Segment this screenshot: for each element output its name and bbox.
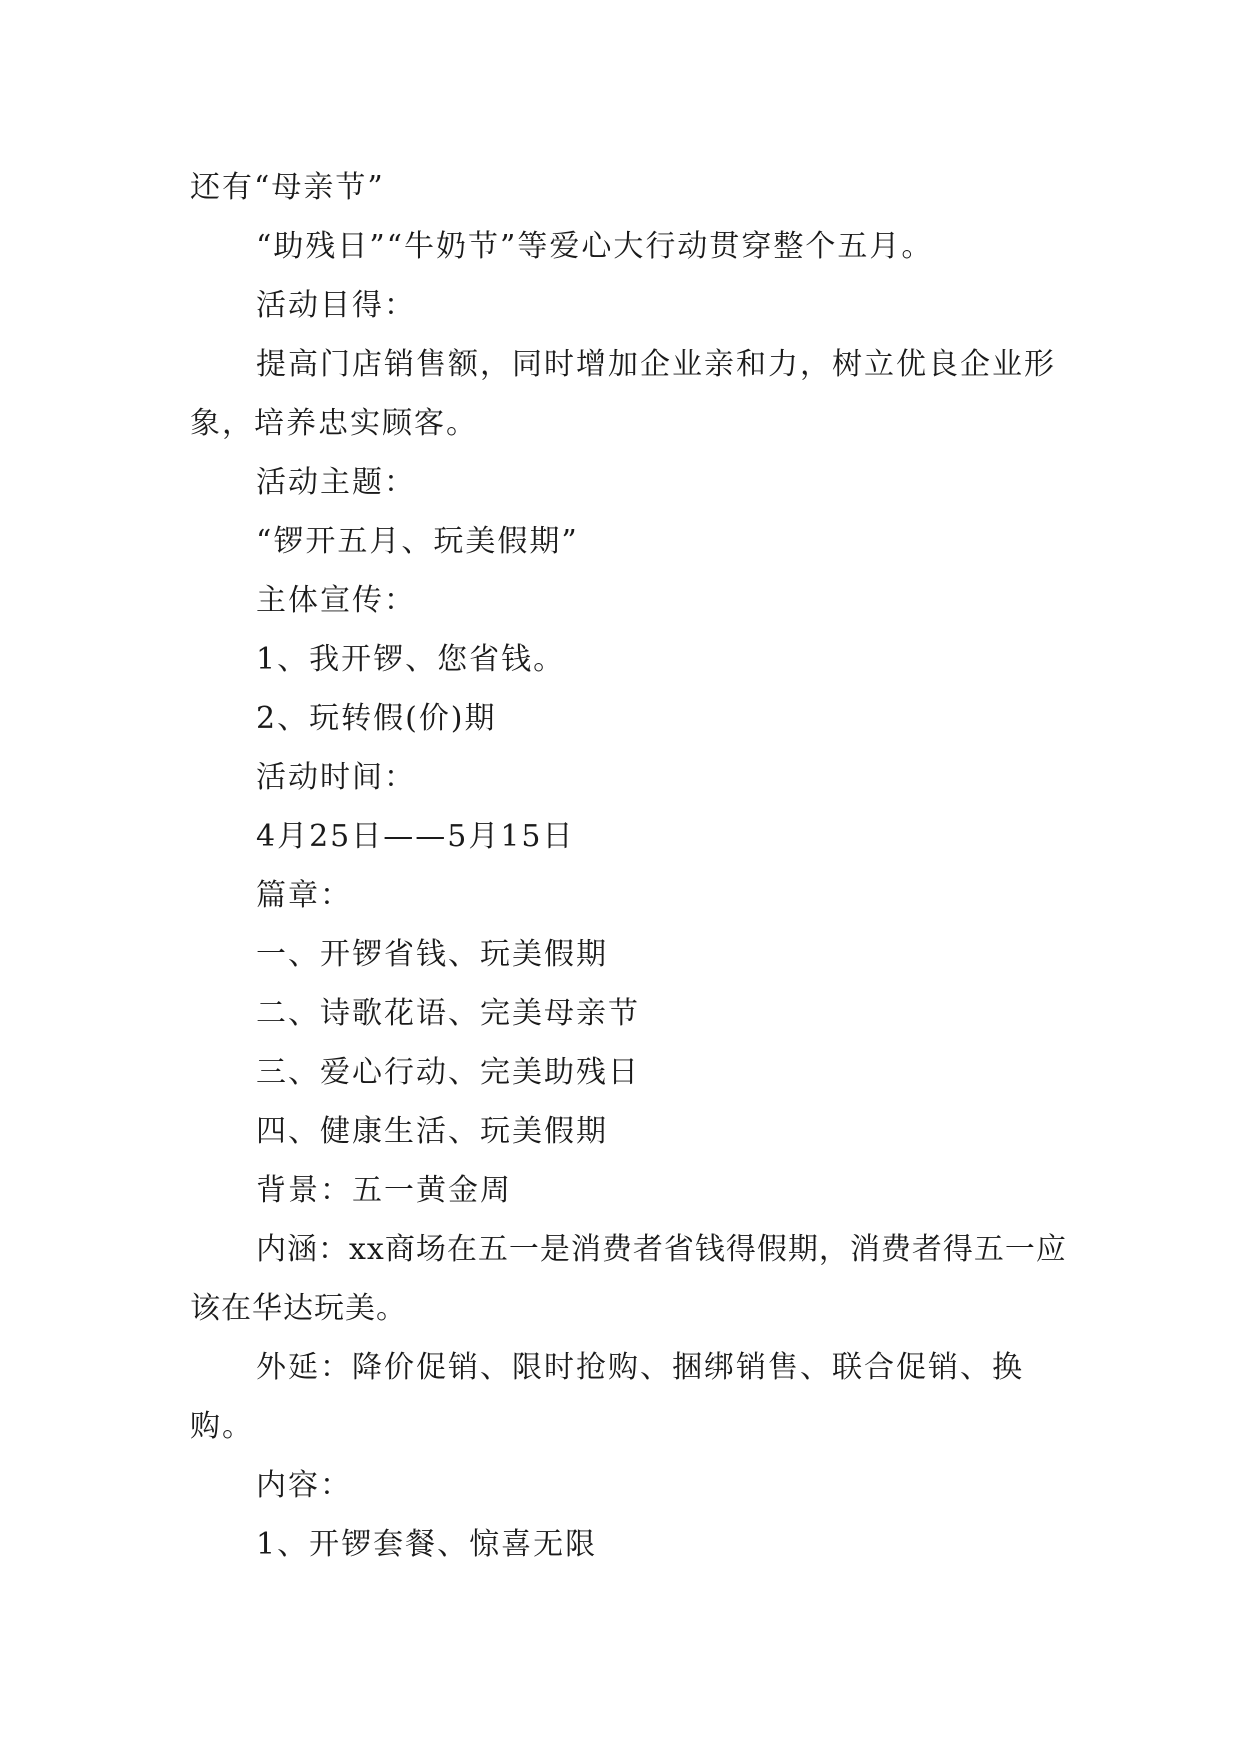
paragraph-activity-theme: “锣开五月、玩美假期” bbox=[256, 524, 579, 559]
paragraph-love-events: “助残日”“牛奶节”等爱心大行动贯穿整个五月。 bbox=[256, 229, 934, 264]
list-item-chapter-4: 四、健康生活、玩美假期 bbox=[256, 1114, 608, 1149]
list-item-promotion-1: 1、我开锣、您省钱。 bbox=[256, 642, 566, 677]
paragraph-activity-purpose: 提高门店销售额，同时增加企业亲和力，树立优良企业形象，培养忠实顾客。 bbox=[190, 347, 1056, 441]
heading-chapters: 篇章： bbox=[256, 878, 352, 913]
document-body bbox=[190, 158, 1070, 1574]
list-item-chapter-2: 二、诗歌花语、完美母亲节 bbox=[256, 996, 640, 1031]
heading-main-promotion: 主体宣传： bbox=[256, 583, 416, 618]
heading-content: 内容： bbox=[256, 1468, 352, 1503]
heading-activity-purpose: 活动目得： bbox=[256, 288, 416, 323]
list-item-chapter-1: 一、开锣省钱、玩美假期 bbox=[256, 937, 608, 972]
paragraph-activity-time: 4月25日——5月15日 bbox=[256, 819, 575, 854]
list-item-promotion-2: 2、玩转假(价)期 bbox=[256, 701, 497, 736]
heading-activity-theme: 活动主题： bbox=[256, 465, 416, 500]
paragraph-extension: 外延：降价促销、限时抢购、捆绑销售、联合促销、换购。 bbox=[190, 1350, 1024, 1444]
paragraph-connotation: 内涵：xx商场在五一是消费者省钱得假期，消费者得五一应该在华达玩美。 bbox=[190, 1232, 1067, 1326]
heading-activity-time: 活动时间： bbox=[256, 760, 416, 795]
paragraph-background: 背景：五一黄金周 bbox=[256, 1173, 512, 1208]
list-item-content-1: 1、开锣套餐、惊喜无限 bbox=[256, 1527, 598, 1562]
list-item-chapter-3: 三、爱心行动、完美助残日 bbox=[256, 1055, 640, 1090]
paragraph-intro-continued: 还有“母亲节” bbox=[190, 170, 385, 205]
